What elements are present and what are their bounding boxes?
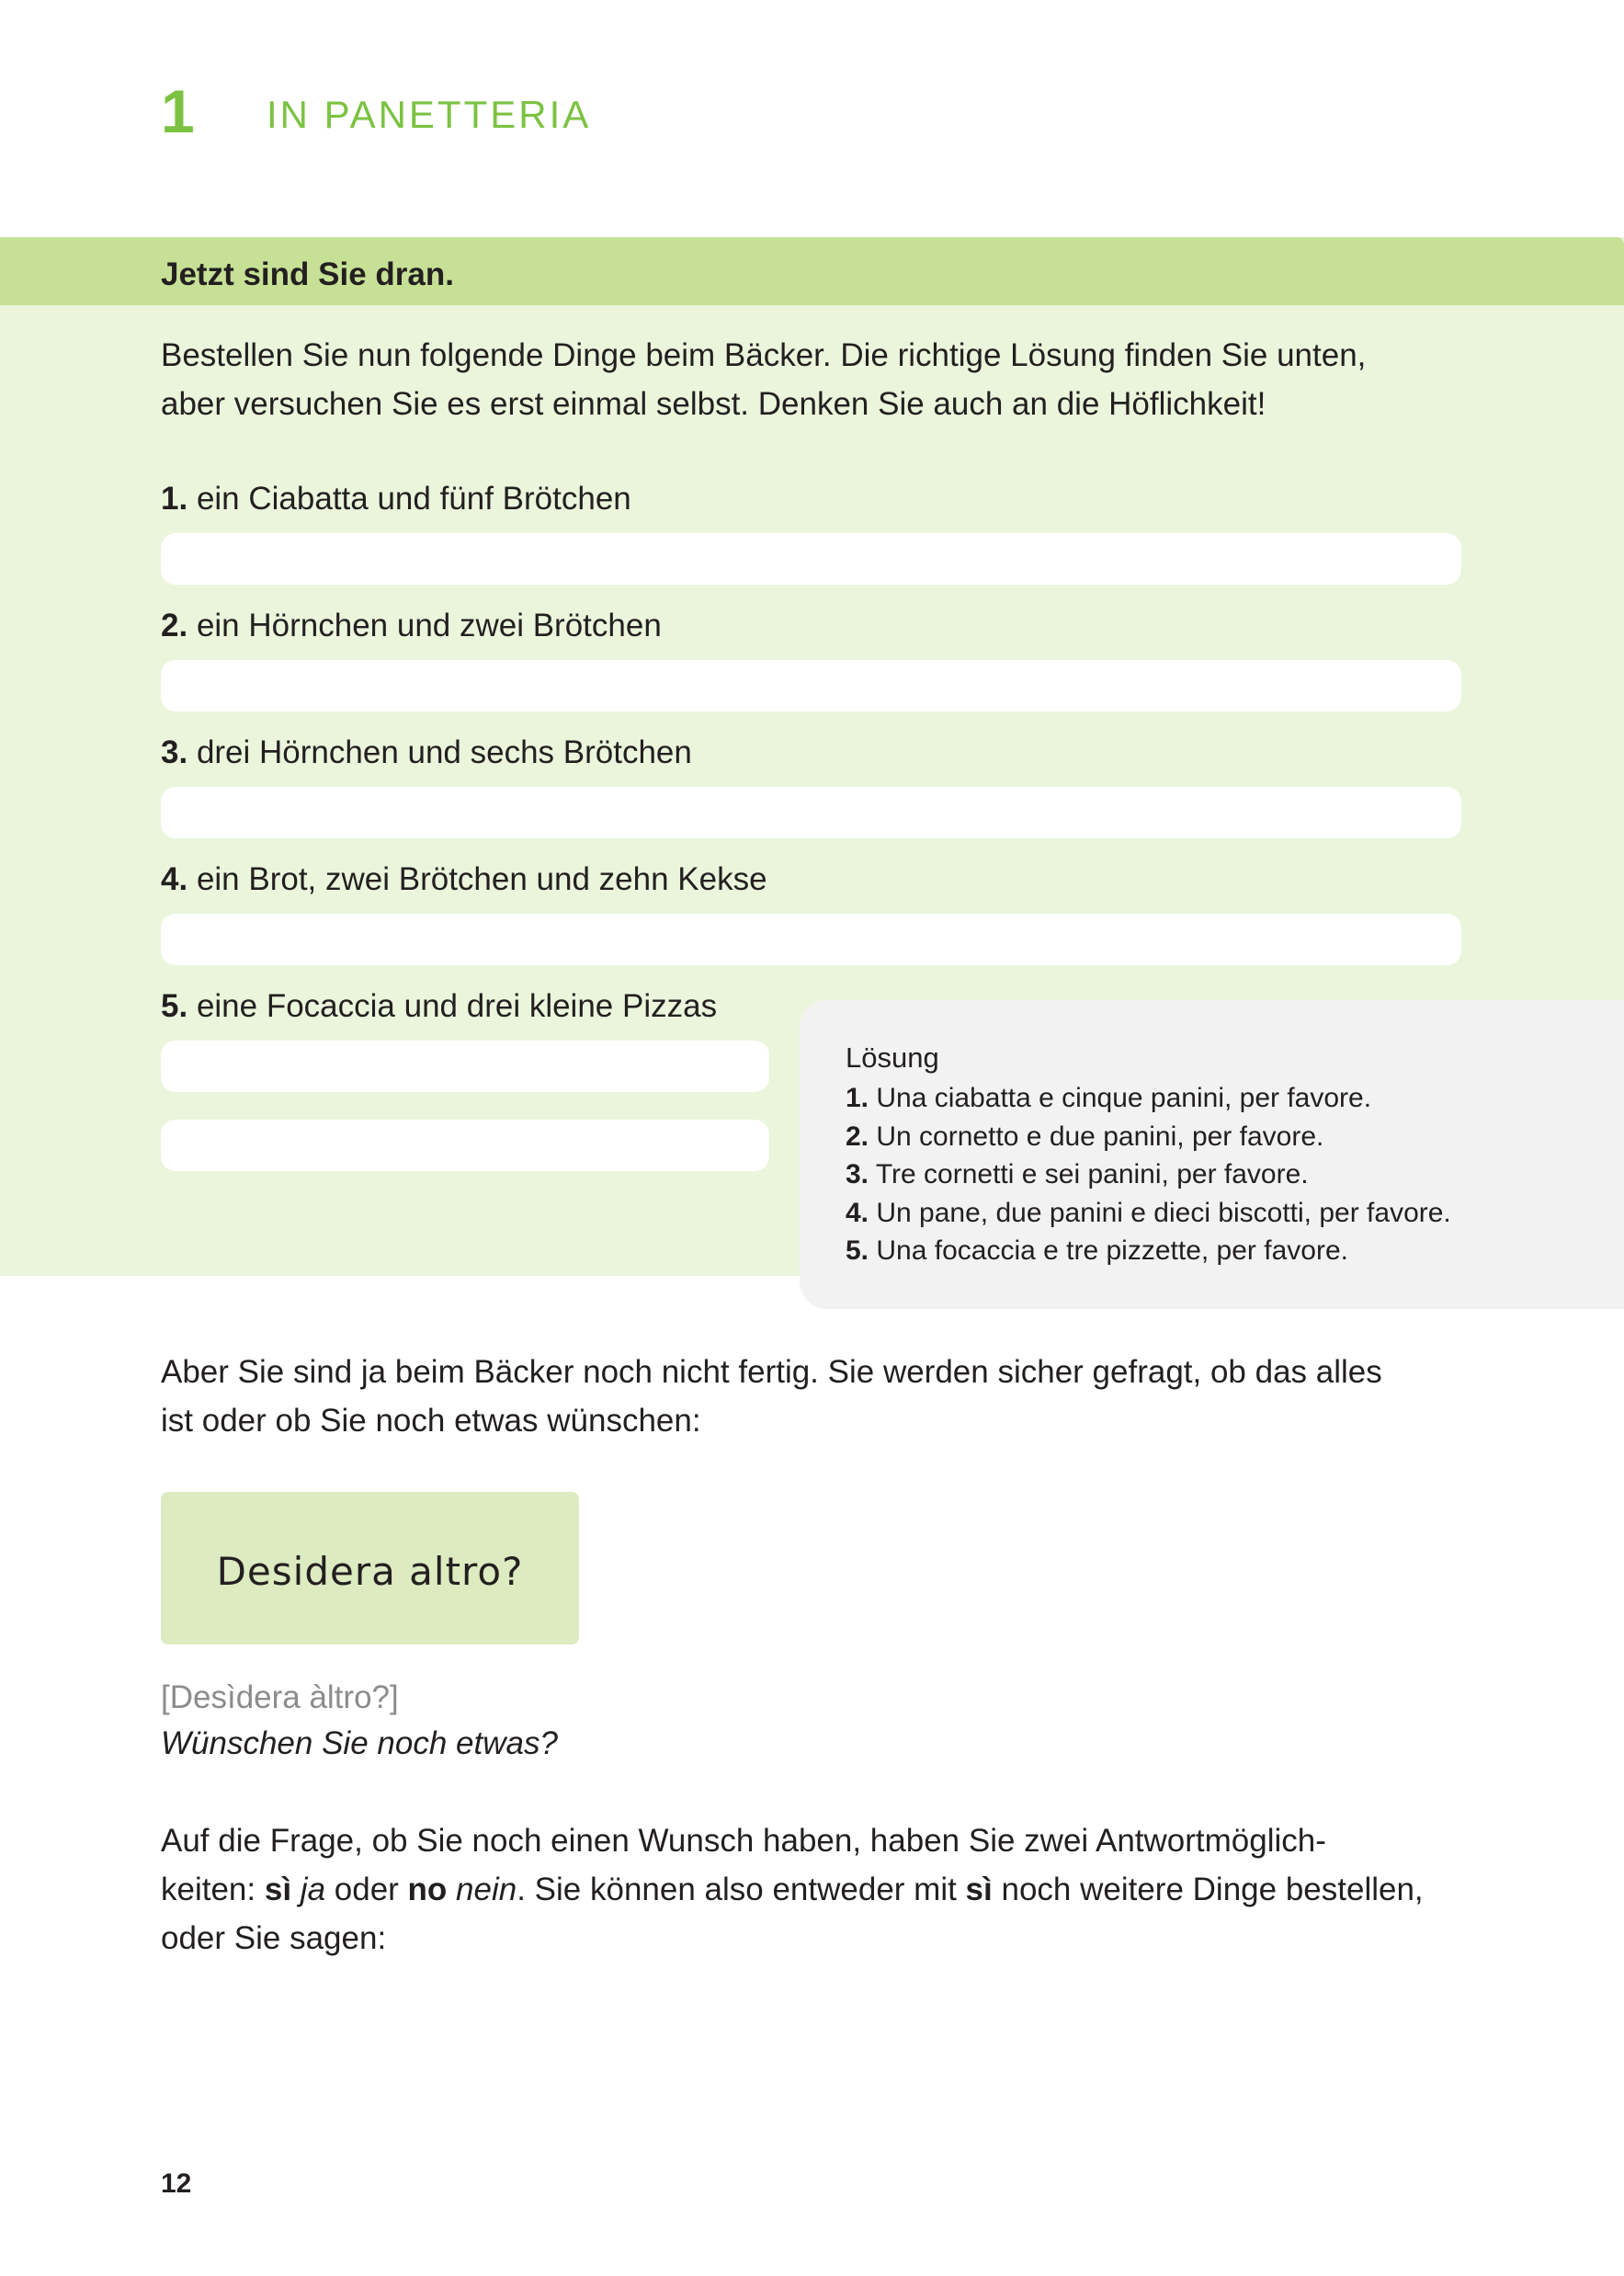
paragraph-2-line-3: oder Sie sagen:: [161, 1920, 387, 1956]
task-2: [161, 607, 662, 645]
chapter-number: 1: [161, 77, 195, 145]
paragraph-2-text: keiten:: [161, 1872, 265, 1907]
task-5: [161, 987, 717, 1026]
paragraph-1-line-2: ist oder ob Sie noch etwas wünschen:: [161, 1403, 701, 1439]
solution-text: Un cornetto e due panini, per favore.: [876, 1121, 1324, 1152]
solution-text: Una ciabatta e cinque panini, per favore.: [876, 1083, 1372, 1113]
answer-field-3[interactable]: [161, 787, 1461, 838]
task-number: 2.: [161, 608, 188, 643]
term-si: sì: [965, 1872, 993, 1907]
task-number: 5.: [161, 988, 188, 1024]
solution-number: 1.: [846, 1083, 869, 1113]
paragraph-2-text: noch weitere Dinge bestellen,: [992, 1872, 1424, 1907]
solution-box: [800, 1000, 1624, 1309]
term-no: no: [407, 1872, 448, 1907]
task-1: [161, 480, 631, 518]
paragraph-2-line-1: Auf die Frage, ob Sie noch einen Wunsch haben, haben Sie zwei Antwortmöglich-: [161, 1823, 1326, 1859]
intro-line-2: aber versuchen Sie es erst einmal selbst. Denken Sie auch an die Höflichkeit!: [161, 386, 1266, 422]
translation: Wünschen Sie noch etwas?: [161, 1725, 558, 1761]
task-text: drei Hörnchen und sechs Brötchen: [196, 734, 692, 770]
task-text: ein Hörnchen und zwei Brötchen: [196, 608, 662, 643]
term-nein: nein: [456, 1872, 517, 1907]
task-text: ein Ciabatta und fünf Brötchen: [196, 481, 631, 517]
term-ja: ja: [300, 1872, 326, 1907]
page-number: 12: [161, 2168, 192, 2199]
solution-number: 3.: [846, 1159, 869, 1189]
answer-field-5b[interactable]: [161, 1120, 769, 1171]
solution-item: [846, 1118, 1451, 1156]
intro-line-1: Bestellen Sie nun folgende Dinge beim Bäcker. Die richtige Lösung finden Sie unten,: [161, 337, 1367, 373]
paragraph-2: [161, 1816, 1484, 1963]
task-3: [161, 734, 692, 772]
phrase-card: [161, 1492, 579, 1644]
task-text: ein Brot, zwei Brötchen und zehn Kekse: [196, 861, 767, 897]
solution-number: 2.: [846, 1121, 869, 1152]
chapter-title: IN PANETTERIA: [267, 93, 592, 136]
solution-number: 5.: [846, 1235, 869, 1266]
paragraph-1: [161, 1348, 1484, 1445]
solution-item: [846, 1194, 1451, 1233]
task-4: [161, 860, 767, 899]
paragraph-2-text: . Sie können also entweder mit: [517, 1872, 966, 1907]
answer-field-4[interactable]: [161, 914, 1461, 965]
task-number: 3.: [161, 734, 188, 770]
task-number: 1.: [161, 481, 188, 517]
solution-item: [846, 1079, 1451, 1118]
solution-list: [846, 1079, 1451, 1270]
task-text: eine Focaccia und drei kleine Pizzas: [196, 988, 718, 1024]
solution-text: Tre cornetti e sei panini, per favore.: [875, 1159, 1309, 1189]
exercise-intro: [161, 331, 1484, 428]
answer-field-2[interactable]: [161, 660, 1461, 711]
solution-item: [846, 1155, 1451, 1194]
solution-title: Lösung: [846, 1041, 939, 1074]
solution-text: Una focaccia e tre pizzette, per favore.: [876, 1235, 1348, 1266]
paragraph-2-text: oder: [325, 1872, 408, 1907]
solution-number: 4.: [846, 1197, 869, 1228]
phrase-text: Desidera altro?: [216, 1549, 524, 1594]
pronunciation: [Desìdera àltro?]: [161, 1679, 399, 1715]
solution-item: [846, 1232, 1451, 1270]
paragraph-1-line-1: Aber Sie sind ja beim Bäcker noch nicht fertig. Sie werden sicher gefragt, ob das alles: [161, 1354, 1382, 1390]
task-number: 4.: [161, 861, 188, 897]
answer-field-5a[interactable]: [161, 1041, 769, 1092]
answer-field-1[interactable]: [161, 533, 1461, 585]
solution-text: Un pane, due panini e dieci biscotti, per favore.: [876, 1197, 1451, 1228]
term-si: sì: [264, 1872, 292, 1907]
exercise-header: Jetzt sind Sie dran.: [161, 256, 454, 292]
